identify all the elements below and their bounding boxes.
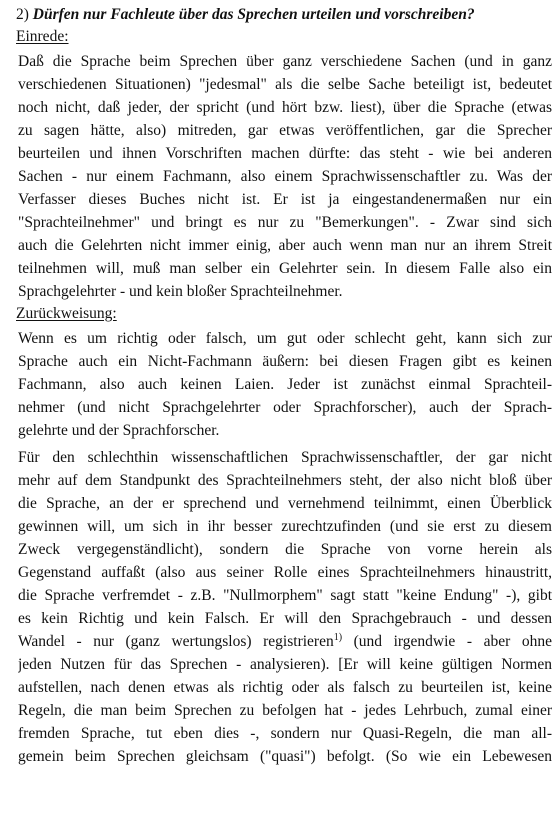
text-line: noch nicht, daß jeder, der spricht (und hört bzw. liest), über die Sprache (etwas (18, 99, 552, 116)
text-line: Daß die Sprache beim Sprechen über ganz verschiedene Sachen (und in ganz (18, 53, 552, 70)
text-line: beurteilen und ihnen Vorschriften machen dürfte: das steht - wie bei anderen (18, 145, 552, 162)
text-line: gemein beim Sprechen gleichsam ("quasi") befolgt. (So wie ein Lebewesen (18, 748, 552, 765)
text-line: Sprache auch ein Nicht-Fachmann äußern: bei diesen Fragen gibt es keinen (18, 353, 552, 370)
text-line: zu sagen hätte, also) mitreden, gar etwas veröffentlichen, gar die Sprecher (18, 122, 552, 139)
text-line: Sprachgelehrter - und kein bloßer Sprachteilnehmer. (18, 283, 343, 300)
rebuttal-paragraph-2 (16, 446, 552, 768)
footnote-marker: 1) (333, 631, 343, 643)
text-line: gewinnen will, um sich in ihr besser zurechtzufinden (und sie erst zu diesem (18, 518, 552, 535)
text-line: fremden Sprache, tut eben dies -, sondern nur Quasi-Regeln, die man all- (18, 725, 552, 742)
text-line: verschiedenen Situationen) "jedesmal" als die selbe Sache beteiligt ist, bedeutet (18, 76, 552, 93)
text-line: gelehrte und der Sprachforscher. (18, 422, 220, 439)
text-line: Sachen - nur einem Fachmann, also einem Sprachwissenschaftler zu. Was der (18, 168, 552, 185)
rebuttal-label: Zurückweisung: (16, 305, 117, 322)
text-line: Gegenstand auffaßt (also aus seiner Rolle eines Sprachteilnehmers hinaustritt, (18, 564, 552, 581)
text-line: Regeln, die man beim Sprechen zu befolgen hat - jedes Lehrbuch, zumal einer (18, 702, 552, 719)
objection-label: Einrede: (16, 28, 69, 45)
text-line: jeden Nutzen für das Sprechen - analysieren). [Er will keine gültigen Normen (18, 656, 552, 673)
text-line: aufstellen, nach denen etwas als richtig oder als falsch zu beurteilen ist, keine (18, 679, 552, 696)
text-line: die Sprache, an der er sprechend und vernehmend teilnimmt, einen Überblick (18, 495, 552, 512)
text-line: es kein Richtig und kein Falsch. Er will den Sprachgebrauch - und dessen (18, 610, 552, 627)
text-line: Zweck vergegenständlicht), sondern die Sprache von vorne herein als (18, 541, 552, 558)
text-line: die Sprache verfremdet - z.B. "Nullmorphem" sagt statt "keine Endung" -), gibt (18, 587, 552, 604)
text-line-with-footnote (18, 630, 552, 653)
text-line: Verfasser dieses Buches nicht ist. Er ist ja eingestandenermaßen nur ein (18, 191, 552, 208)
text-line: Für den schlechthin wissenschaftlichen Sprachwissenschaftler, der gar nicht (18, 449, 552, 466)
text-line: Fachmann, also auch keinen Laien. Jeder ist zunächst einmal Sprachteil- (18, 376, 552, 393)
rebuttal-paragraph-1 (16, 327, 552, 442)
text-line: mehr auf dem Standpunkt des Sprachteilnehmers steht, der also nicht bloß über (18, 472, 552, 489)
objection-paragraph (16, 50, 552, 303)
text-segment: Wandel - nur (ganz wertungslos) registrieren (18, 633, 334, 650)
section-number: 2) (16, 6, 29, 23)
text-line: nehmer (und nicht Sprachgelehrter oder Sprachforscher), auch der Sprach- (18, 399, 552, 416)
text-line: teilnehmen will, muß man selber ein Gelehrter sein. In diesem Falle also ein (18, 260, 552, 277)
text-line: "Sprachteilnehmer" und bringt es nur zu "Bemerkungen". - Zwar sind sich (18, 214, 552, 231)
text-line: auch die Gelehrten nicht immer einig, aber auch wenn man nur an ihrem Streit (18, 237, 552, 254)
section-heading (16, 4, 552, 26)
text-line: Wenn es um richtig oder falsch, um gut oder schlecht geht, kann sich zur (18, 330, 552, 347)
text-segment: (und irgendwie - aber ohne (342, 633, 552, 650)
section-title: Dürfen nur Fachleute über das Sprechen urteilen und vorschreiben? (32, 6, 475, 23)
